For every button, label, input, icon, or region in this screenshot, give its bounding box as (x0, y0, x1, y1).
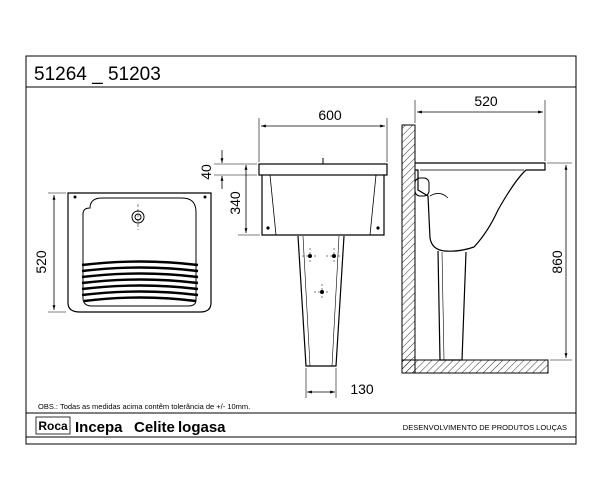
profile-depth-dimension (415, 100, 545, 161)
rim-height-dimension (214, 150, 257, 189)
rim-height-label: 40 (198, 164, 214, 180)
front-view-basin (68, 193, 211, 312)
basin-height-label: 340 (227, 191, 243, 215)
model-codes-title: 51264 _ 51203 (34, 64, 161, 85)
profile-depth-label: 520 (474, 93, 498, 109)
brand-celite: Celite (134, 419, 175, 436)
width-dimension (259, 118, 387, 162)
brand-incepa: Incepa (75, 419, 123, 436)
department-label: DESENVOLVIMENTO DE PRODUTOS LOUÇAS (402, 423, 567, 432)
tolerance-note: OBS.: Todas as medidas acima contêm tolerância de +/- 10mm. (38, 402, 251, 411)
total-height-label: 860 (549, 250, 565, 274)
pedestal-base-dimension (306, 368, 336, 398)
pedestal-base-label: 130 (350, 381, 374, 397)
brand-roca: Roca (38, 419, 68, 433)
title-frame (26, 56, 576, 444)
brand-logasa: logasa (178, 419, 226, 436)
elevation-view-basin (259, 158, 387, 366)
wall-section (402, 125, 548, 373)
scrub-board-ribs (82, 262, 198, 302)
profile-view-basin (415, 163, 545, 360)
front-height-label: 520 (33, 250, 49, 274)
front-height-dimension (48, 193, 66, 312)
brand-logos (36, 417, 226, 436)
width-label: 600 (318, 107, 342, 123)
